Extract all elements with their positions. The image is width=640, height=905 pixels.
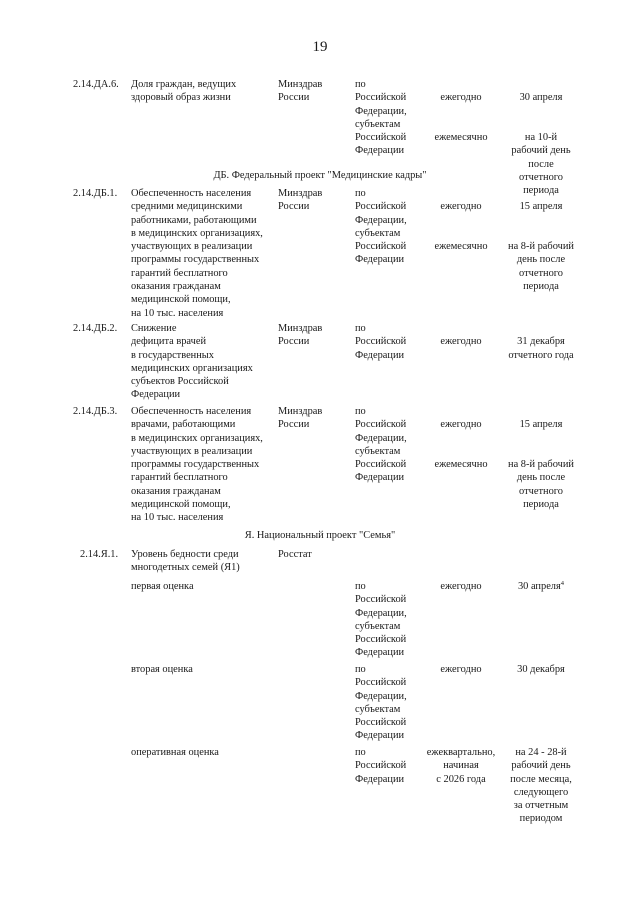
deadline-annual: 15 апреля [519,419,563,431]
indicator-name: Уровень бедности среди многодетных семей (Я1) [131,549,240,574]
indicator-name: Доля граждан, ведущих здоровый образ жизни [131,79,237,104]
frequency-cell: ежегодно [440,581,482,592]
frequency-cell [420,187,502,267]
frequency-cell: ежеквартально, начиная с 2026 года [426,747,496,785]
breakdown-level: по Российской Федерации [355,323,407,361]
section-heading: ДБ. Федеральный проект "Медицинские кадры" [213,170,427,181]
responsible-agency: Минздрав России [278,79,323,104]
indicator-name: Обеспеченность населения средними медицинскими работниками, работающими в медицинских организациях, участвующих в реализации программы государственных гарантий бесплатного оказания гражданам медицинской помощи, на 10 тыс. населения [131,188,263,319]
responsible-agency: Росстат [278,549,312,560]
responsible-agency: Минздрав России [278,188,323,213]
deadline-cell [500,322,582,375]
deadline-monthly: на 8-й рабочий день после отчетного периода [508,459,574,511]
breakdown-level: по Российской Федерации, субъектам Российской Федерации [355,581,407,659]
deadline-annual: 30 апреля [519,92,563,104]
indicator-number: 2.14.ДА.6. [73,79,119,90]
breakdown-level: по Российской Федерации, субъектам Российской Федерации [355,188,407,266]
frequency-cell [420,405,502,485]
frequency-cell [420,322,502,362]
estimate-name: оперативная оценка [131,747,219,758]
breakdown-level: по Российской Федерации, субъектам Российской Федерации [355,406,407,484]
responsible-agency: Минздрав России [278,406,323,431]
breakdown-level: по Российской Федерации [355,747,407,785]
deadline-monthly: на 10-й рабочий день после отчетного периода [511,132,571,197]
deadline-cell [500,187,582,307]
frequency-annual: ежегодно [440,201,482,213]
breakdown-level: по Российской Федерации, субъектам Российской Федерации [355,664,407,742]
frequency-annual: ежегодно [440,419,482,431]
deadline-text: 30 апреля [517,581,561,592]
responsible-agency: Минздрав России [278,323,323,348]
estimate-name: первая оценка [131,581,194,592]
frequency-annual: ежегодно [440,92,482,104]
page-number: 19 [312,39,328,55]
frequency-cell: ежегодно [440,664,482,675]
frequency-monthly: ежемесячно [434,241,488,253]
indicator-number: 2.14.ДБ.3. [73,406,118,417]
indicator-number: 2.14.ДБ.1. [73,188,118,199]
deadline-monthly: на 8-й рабочий день после отчетного периода [508,241,574,293]
deadline-cell [500,580,582,593]
deadline-cell [500,405,582,525]
indicator-number: 2.14.ДБ.2. [73,323,118,334]
deadline-annual: 15 апреля [519,201,563,213]
deadline-cell: 30 декабря [517,664,565,675]
estimate-name: вторая оценка [131,664,193,675]
deadline-annual: 31 декабря отчетного года [508,336,574,361]
frequency-annual: ежегодно [440,336,482,348]
breakdown-level: по Российской Федерации, субъектам Российской Федерации [355,79,407,157]
section-heading: Я. Национальный проект "Семья" [244,530,396,541]
footnote-marker: 4 [560,580,565,587]
indicator-name: Обеспеченность населения врачами, работающими в медицинских организациях, участвующих в реализации программы государственных гарантий бесплатного оказания гражданам медицинской помощи, на 10 тыс. населения [131,406,263,524]
frequency-cell [420,78,502,158]
indicator-name: Снижение дефицита врачей в государственных медицинских организациях субъектов Российской Федерации [131,323,253,401]
frequency-monthly: ежемесячно [434,132,488,144]
deadline-cell: на 24 - 28-й рабочий день после месяца, следующего за отчетным периодом [510,747,572,825]
frequency-monthly: ежемесячно [434,459,488,471]
indicator-number: 2.14.Я.1. [80,549,119,560]
